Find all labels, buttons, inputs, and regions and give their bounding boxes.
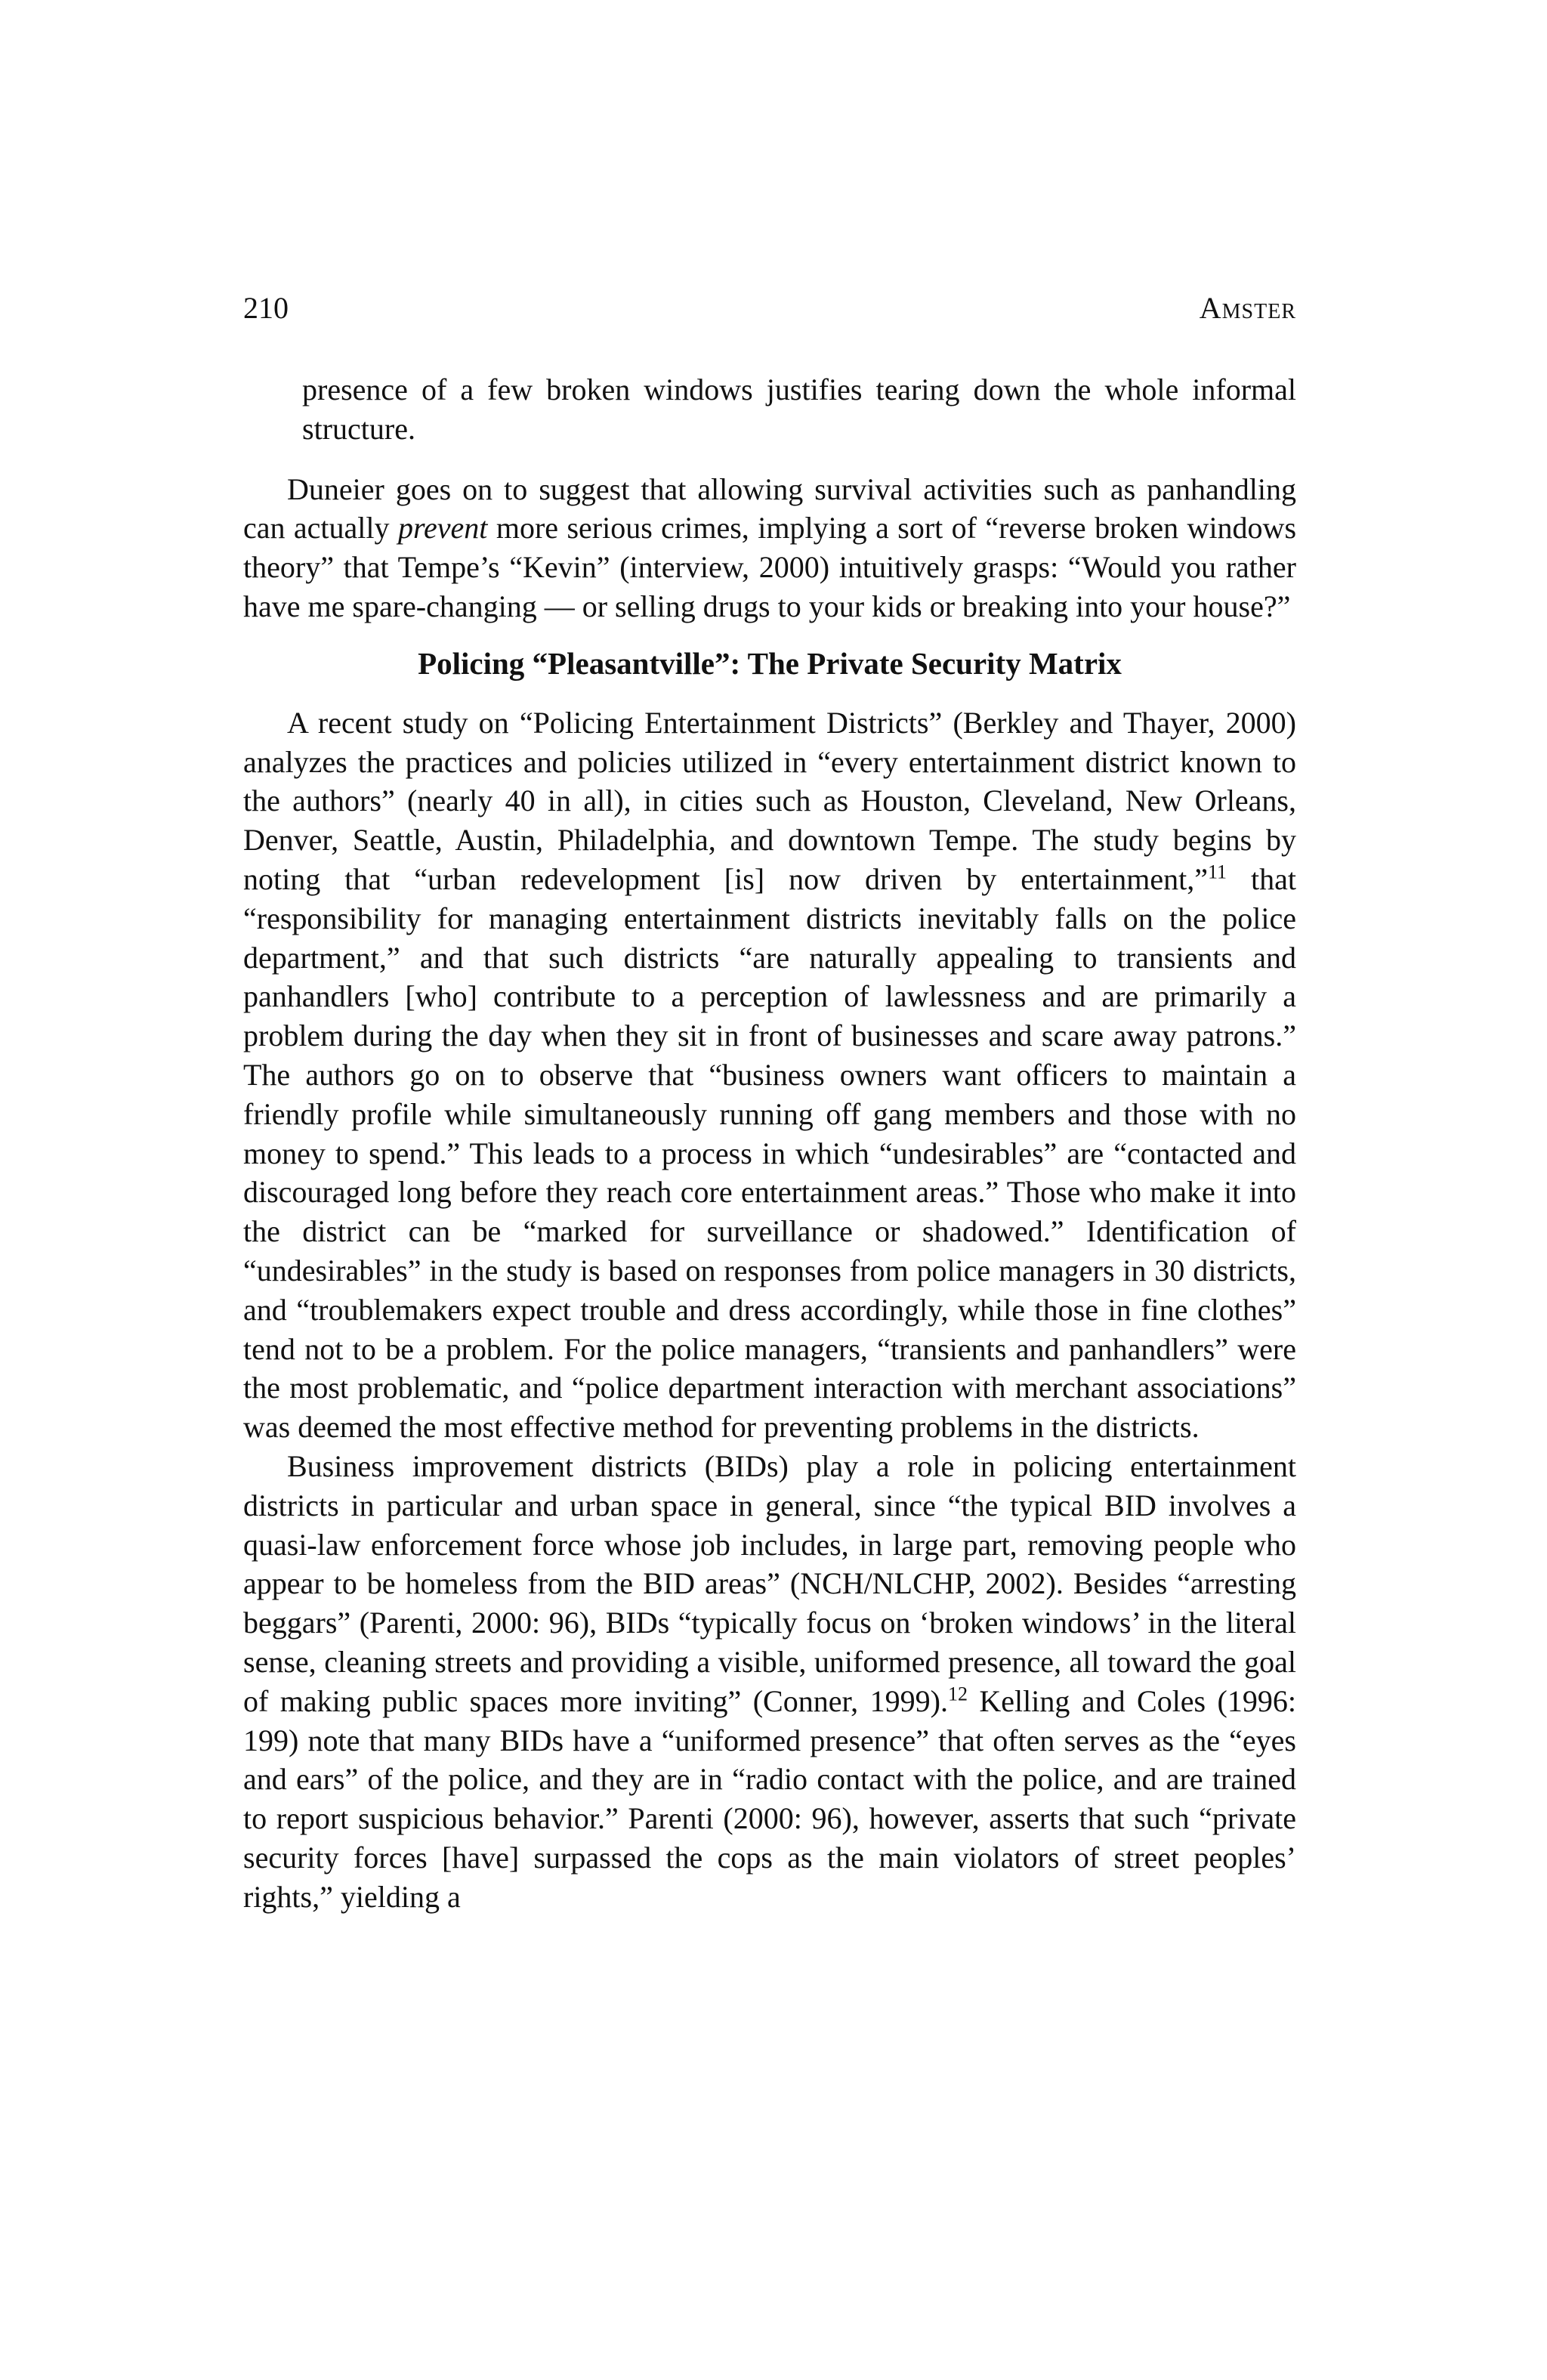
paragraph [243, 470, 1296, 626]
paragraph-text: Duneier goes on to suggest that allowing survival activities such as panhandling can actually [243, 471, 1296, 546]
paragraph-text: A recent study on “Policing Entertainment Districts” (Berkley and Thayer, 2000) analyzes the practices and policies utilized in “every entertainment district known to the authors” (nearly 40 in all), in cities such as Houston, Cleveland, New Orleans, Denver, Seattle, Austin, Philadelphia, and downtown Tempe. The study begins by noting that “urban redevelopment [is] now driven by entertainment,” [243, 705, 1296, 896]
block-quote: presence of a few broken windows justifies tearing down the whole informal structure. [302, 372, 1296, 446]
paragraph-text: that “responsibility for managing entertainment districts inevitably falls on the police department,” and that such districts “are naturally appealing to transients and panhandlers [who] contribute to a perception of lawlessness and are primarily a problem during the day when they sit in front of businesses and scare away patrons.” The authors go on to observe that “business owners want officers to maintain a friendly profile while simultaneously running off gang members and those with no money to spend.” This leads to a process in which “undesirables” are “contacted and discouraged long before they reach core entertainment areas.” Those who make it into the district can be “marked for surveillance or shadowed.” Identification of “undesirables” in the study is based on responses from police managers in 30 districts, and “troublemakers expect trouble and dress accordingly, while those in fine clothes” tend not to be a problem. For the police managers, “transients and panhandlers” were the most problematic, and “police department interaction with merchant associations” was deemed the most effective method for preventing problems in the districts. [243, 861, 1297, 1445]
paragraph-text: Kelling and Coles (1996: 199) note that many BIDs have a “uniformed presence” that often serves as the “eyes and ears” of the police, and they are in “radio contact with the police, and are trained to report suspicious behavior.” Parenti (2000: 96), however, asserts that such “private security forces [have] surpassed the cops as the main violators of street peoples’ rights,” yielding a [243, 1683, 1296, 1914]
footnote-marker: 12 [947, 1683, 968, 1705]
page-header [243, 286, 1296, 331]
body-text [243, 370, 1296, 1916]
paragraph-text: more serious crimes, implying a sort of “reverse broken windows theory” that Tempe’s “Kevin” (interview, 2000) intuitively grasps: “Would you rather have me spare-changing — or selling drugs to your kids or breaking into your house?” [243, 511, 1297, 623]
paragraph [243, 1447, 1296, 1917]
running-head: Amster [1199, 291, 1296, 325]
emphasis-text: prevent [397, 511, 488, 546]
paragraph [243, 703, 1296, 1447]
page-number: 210 [243, 291, 289, 325]
section-heading: Policing “Pleasantville”: The Private Security Matrix [418, 645, 1122, 681]
footnote-marker: 11 [1207, 861, 1227, 883]
paragraph-text: Business improvement districts (BIDs) play a role in policing entertainment districts in particular and urban space in general, since “the typical BID involves a quasi-law enforcement force whose job includes, in large part, removing people who appear to be homeless from the BID areas” (NCH/NLCHP, 2002). Besides “arresting beggars” (Parenti, 2000: 96), BIDs “typically focus on ‘broken windows’ in the literal sense, cleaning streets and providing a visible, uniformed presence, all toward the goal of making public spaces more inviting” (Conner, 1999). [243, 1448, 1296, 1718]
